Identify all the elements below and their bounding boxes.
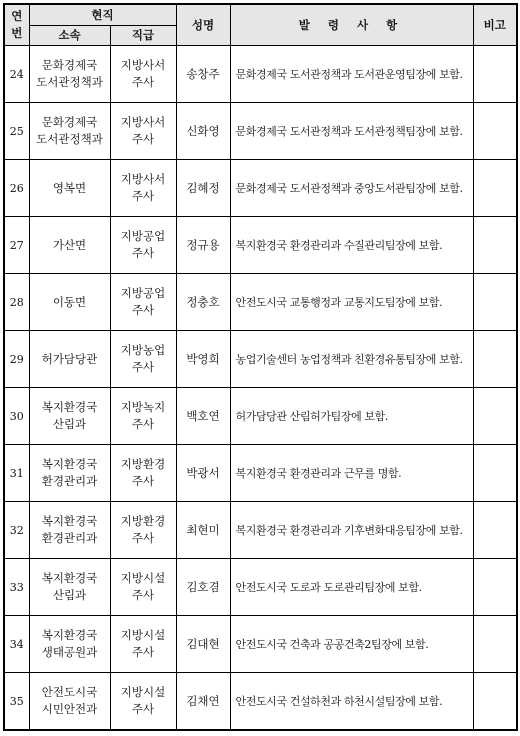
header-order: 발 령 사 항	[230, 4, 473, 46]
row-order: 복지환경국 환경관리과 근무를 명함.	[230, 445, 473, 502]
personnel-table-container	[3, 3, 518, 731]
row-order: 안전도시국 건축과 공공건축2팀장에 보함.	[230, 616, 473, 673]
row-note	[473, 445, 517, 502]
row-grade: 지방농업 주사	[110, 331, 176, 388]
table-row	[4, 103, 517, 160]
row-department: 문화경제국 도서관정책과	[29, 103, 110, 160]
row-grade: 지방사서 주사	[110, 46, 176, 103]
row-note	[473, 616, 517, 673]
table-row	[4, 559, 517, 616]
row-grade: 지방환경 주사	[110, 502, 176, 559]
row-number: 28	[4, 274, 29, 331]
row-number: 25	[4, 103, 29, 160]
header-dept: 소속	[29, 26, 110, 46]
row-note	[473, 331, 517, 388]
row-note	[473, 46, 517, 103]
row-name: 김채연	[176, 673, 230, 731]
row-grade: 지방시설 주사	[110, 673, 176, 731]
row-order: 허가담당관 산림허가팀장에 보함.	[230, 388, 473, 445]
row-order: 문화경제국 도서관정책과 도서관정책팀장에 보함.	[230, 103, 473, 160]
row-number: 31	[4, 445, 29, 502]
row-grade: 지방시설 주사	[110, 559, 176, 616]
row-department: 허가담당관	[29, 331, 110, 388]
table-row	[4, 217, 517, 274]
table-row	[4, 388, 517, 445]
row-order: 문화경제국 도서관정책과 중앙도서관팀장에 보함.	[230, 160, 473, 217]
row-number: 32	[4, 502, 29, 559]
row-order: 안전도시국 교통행정과 교통지도팀장에 보함.	[230, 274, 473, 331]
row-name: 김혜정	[176, 160, 230, 217]
row-note	[473, 559, 517, 616]
table-row	[4, 616, 517, 673]
row-number: 35	[4, 673, 29, 731]
table-row	[4, 160, 517, 217]
row-number: 24	[4, 46, 29, 103]
row-department: 복지환경국 생태공원과	[29, 616, 110, 673]
row-grade: 지방녹지 주사	[110, 388, 176, 445]
row-note	[473, 673, 517, 731]
row-department: 복지환경국 환경관리과	[29, 445, 110, 502]
header-note: 비고	[473, 4, 517, 46]
row-note	[473, 502, 517, 559]
row-number: 34	[4, 616, 29, 673]
row-number: 27	[4, 217, 29, 274]
table-row	[4, 46, 517, 103]
row-name: 정충호	[176, 274, 230, 331]
row-department: 안전도시국 시민안전과	[29, 673, 110, 731]
row-grade: 지방사서 주사	[110, 103, 176, 160]
table-row	[4, 445, 517, 502]
row-department: 복지환경국 산림과	[29, 559, 110, 616]
row-note	[473, 217, 517, 274]
row-order: 복지환경국 환경관리과 기후변화대응팀장에 보함.	[230, 502, 473, 559]
row-department: 복지환경국 산림과	[29, 388, 110, 445]
row-department: 이동면	[29, 274, 110, 331]
row-order: 안전도시국 건설하천과 하천시설팀장에 보함.	[230, 673, 473, 731]
row-department: 문화경제국 도서관정책과	[29, 46, 110, 103]
row-name: 김대현	[176, 616, 230, 673]
table-row	[4, 274, 517, 331]
header-no: 연 번	[4, 4, 29, 46]
row-note	[473, 274, 517, 331]
row-number: 33	[4, 559, 29, 616]
row-name: 박광서	[176, 445, 230, 502]
table-row	[4, 673, 517, 731]
table-row	[4, 502, 517, 559]
personnel-order-table	[3, 3, 518, 731]
row-order: 농업기술센터 농업정책과 친환경유통팀장에 보함.	[230, 331, 473, 388]
header-grade: 직급	[110, 26, 176, 46]
row-order: 안전도시국 도로과 도로관리팀장에 보함.	[230, 559, 473, 616]
row-note	[473, 388, 517, 445]
row-name: 정규용	[176, 217, 230, 274]
row-grade: 지방공업 주사	[110, 217, 176, 274]
row-number: 26	[4, 160, 29, 217]
row-grade: 지방사서 주사	[110, 160, 176, 217]
row-name: 박영희	[176, 331, 230, 388]
row-note	[473, 103, 517, 160]
row-grade: 지방환경 주사	[110, 445, 176, 502]
row-order: 복지환경국 환경관리과 수질관리팀장에 보함.	[230, 217, 473, 274]
row-grade: 지방시설 주사	[110, 616, 176, 673]
row-department: 복지환경국 환경관리과	[29, 502, 110, 559]
row-name: 신화영	[176, 103, 230, 160]
table-body	[4, 46, 517, 731]
row-name: 김호겸	[176, 559, 230, 616]
row-note	[473, 160, 517, 217]
row-number: 29	[4, 331, 29, 388]
row-name: 백호연	[176, 388, 230, 445]
row-name: 최현미	[176, 502, 230, 559]
table-row	[4, 331, 517, 388]
row-department: 영복면	[29, 160, 110, 217]
row-name: 송창주	[176, 46, 230, 103]
row-grade: 지방공업 주사	[110, 274, 176, 331]
header-current-position: 현직	[29, 4, 176, 26]
row-number: 30	[4, 388, 29, 445]
row-order: 문화경제국 도서관정책과 도서관운영팀장에 보함.	[230, 46, 473, 103]
header-name: 성명	[176, 4, 230, 46]
row-department: 가산면	[29, 217, 110, 274]
